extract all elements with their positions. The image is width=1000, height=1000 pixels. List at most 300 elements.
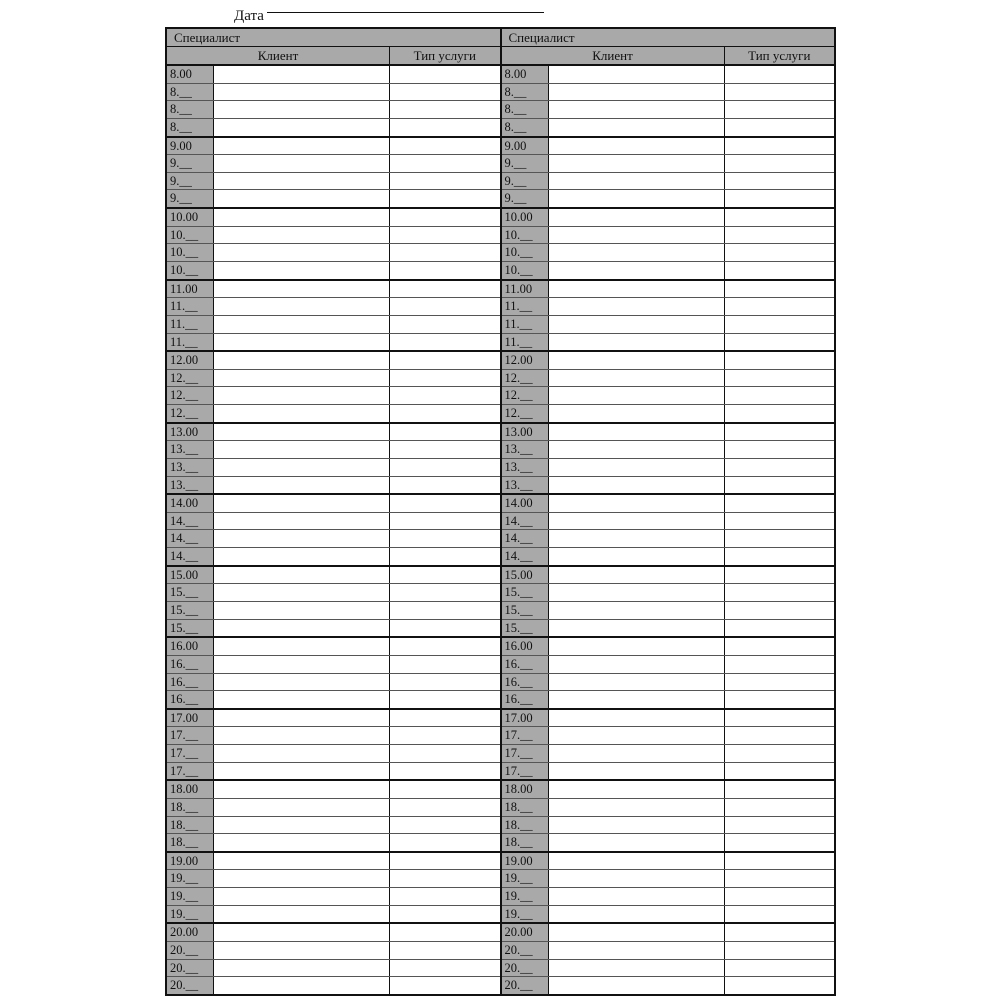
time-cell: 13.__ <box>502 459 549 476</box>
service-type-cell[interactable] <box>390 727 500 744</box>
time-cell: 20.__ <box>502 942 549 959</box>
client-cell[interactable] <box>549 262 725 279</box>
service-type-cell[interactable] <box>725 924 835 941</box>
service-type-cell[interactable] <box>390 674 500 691</box>
service-type-cell[interactable] <box>725 960 835 977</box>
table-row <box>167 942 500 960</box>
service-type-cell[interactable] <box>390 710 500 727</box>
service-type-cell[interactable] <box>390 620 500 637</box>
client-cell[interactable] <box>214 853 390 870</box>
client-cell[interactable] <box>214 530 390 547</box>
service-type-cell[interactable] <box>390 834 500 851</box>
client-cell[interactable] <box>549 781 725 798</box>
service-type-cell[interactable] <box>390 853 500 870</box>
client-cell[interactable] <box>214 656 390 673</box>
service-type-cell[interactable] <box>390 387 500 404</box>
service-type-cell[interactable] <box>725 567 835 584</box>
service-type-cell[interactable] <box>725 834 835 851</box>
service-type-cell[interactable] <box>725 727 835 744</box>
client-cell[interactable] <box>549 924 725 941</box>
client-cell[interactable] <box>549 298 725 315</box>
client-cell[interactable] <box>549 834 725 851</box>
service-type-cell[interactable] <box>725 262 835 279</box>
time-cell: 20.00 <box>167 924 214 941</box>
client-cell[interactable] <box>214 727 390 744</box>
table-row <box>167 262 500 279</box>
client-cell[interactable] <box>214 781 390 798</box>
hour-block <box>502 567 835 639</box>
service-type-cell[interactable] <box>725 209 835 226</box>
client-cell[interactable] <box>549 281 725 298</box>
service-type-cell[interactable] <box>390 799 500 816</box>
service-type-cell[interactable] <box>725 138 835 155</box>
time-cell: 16.__ <box>502 691 549 708</box>
service-type-cell[interactable] <box>725 977 835 994</box>
service-type-cell[interactable] <box>725 441 835 458</box>
time-cell: 8.00 <box>502 66 549 83</box>
client-cell[interactable] <box>549 906 725 923</box>
service-type-cell[interactable] <box>725 477 835 494</box>
client-cell[interactable] <box>214 977 390 994</box>
client-cell[interactable] <box>214 960 390 977</box>
time-cell: 10.__ <box>502 262 549 279</box>
service-type-cell[interactable] <box>390 298 500 315</box>
client-cell[interactable] <box>214 262 390 279</box>
time-cell: 11.00 <box>502 281 549 298</box>
client-cell[interactable] <box>549 84 725 101</box>
client-cell[interactable] <box>549 316 725 333</box>
client-cell[interactable] <box>549 638 725 655</box>
service-type-cell[interactable] <box>390 691 500 708</box>
service-type-cell[interactable] <box>725 942 835 959</box>
client-cell[interactable] <box>214 190 390 207</box>
time-cell: 20.00 <box>502 924 549 941</box>
time-cell: 9.00 <box>167 138 214 155</box>
service-type-cell[interactable] <box>725 405 835 422</box>
table-row <box>167 691 500 708</box>
table-row <box>502 691 835 708</box>
service-type-cell[interactable] <box>390 548 500 565</box>
client-cell[interactable] <box>549 209 725 226</box>
client-cell[interactable] <box>214 244 390 261</box>
table-row <box>502 906 835 923</box>
client-cell[interactable] <box>214 548 390 565</box>
client-cell[interactable] <box>214 567 390 584</box>
service-type-cell[interactable] <box>390 441 500 458</box>
service-type-cell[interactable] <box>725 424 835 441</box>
table-row <box>502 424 835 442</box>
table-row <box>502 548 835 565</box>
table-row <box>167 799 500 817</box>
time-cell: 11.00 <box>167 281 214 298</box>
client-cell[interactable] <box>549 960 725 977</box>
client-cell[interactable] <box>549 173 725 190</box>
service-type-cell[interactable] <box>390 66 500 83</box>
client-cell[interactable] <box>549 119 725 136</box>
service-type-cell[interactable] <box>390 763 500 780</box>
service-type-cell[interactable] <box>725 84 835 101</box>
service-type-cell[interactable] <box>390 977 500 994</box>
client-cell[interactable] <box>549 674 725 691</box>
client-cell[interactable] <box>214 799 390 816</box>
table-row <box>502 173 835 191</box>
time-cell: 19.__ <box>167 870 214 887</box>
client-cell[interactable] <box>214 209 390 226</box>
client-cell[interactable] <box>214 424 390 441</box>
service-type-cell[interactable] <box>390 513 500 530</box>
service-type-cell[interactable] <box>390 370 500 387</box>
table-row <box>502 495 835 513</box>
table-row <box>502 459 835 477</box>
time-cell: 12.__ <box>167 387 214 404</box>
service-type-cell[interactable] <box>725 763 835 780</box>
client-cell[interactable] <box>214 745 390 762</box>
client-cell[interactable] <box>214 101 390 118</box>
client-cell[interactable] <box>214 316 390 333</box>
service-type-cell[interactable] <box>725 316 835 333</box>
service-type-cell[interactable] <box>725 817 835 834</box>
service-type-cell[interactable] <box>390 870 500 887</box>
service-type-cell[interactable] <box>390 84 500 101</box>
service-type-cell[interactable] <box>390 924 500 941</box>
client-cell[interactable] <box>214 227 390 244</box>
time-cell: 20.__ <box>167 942 214 959</box>
client-cell[interactable] <box>549 656 725 673</box>
client-cell[interactable] <box>214 352 390 369</box>
date-blank-line[interactable] <box>267 12 544 13</box>
service-type-cell[interactable] <box>725 495 835 512</box>
table-row <box>167 424 500 442</box>
service-type-cell[interactable] <box>725 227 835 244</box>
service-type-cell[interactable] <box>725 691 835 708</box>
service-type-cell[interactable] <box>390 173 500 190</box>
service-type-cell[interactable] <box>390 960 500 977</box>
service-type-cell[interactable] <box>725 190 835 207</box>
client-cell[interactable] <box>549 477 725 494</box>
time-cell: 17.__ <box>502 727 549 744</box>
service-type-cell[interactable] <box>390 155 500 172</box>
service-type-cell[interactable] <box>390 781 500 798</box>
time-cell: 16.__ <box>167 691 214 708</box>
hour-block <box>167 352 500 424</box>
client-cell[interactable] <box>214 495 390 512</box>
service-type-cell[interactable] <box>725 602 835 619</box>
time-cell: 10.__ <box>502 227 549 244</box>
table-row <box>167 620 500 637</box>
time-cell: 10.__ <box>502 244 549 261</box>
time-cell: 12.__ <box>502 405 549 422</box>
service-type-cell[interactable] <box>390 262 500 279</box>
client-cell[interactable] <box>549 405 725 422</box>
time-cell: 8.__ <box>502 119 549 136</box>
service-type-cell[interactable] <box>725 334 835 351</box>
table-row <box>167 977 500 994</box>
client-cell[interactable] <box>214 638 390 655</box>
service-type-cell[interactable] <box>390 567 500 584</box>
service-type-cell[interactable] <box>725 710 835 727</box>
hour-block <box>502 924 835 994</box>
client-cell[interactable] <box>214 710 390 727</box>
service-type-cell[interactable] <box>725 352 835 369</box>
client-cell[interactable] <box>214 138 390 155</box>
service-type-cell[interactable] <box>390 745 500 762</box>
table-row <box>502 66 835 84</box>
time-cell: 18.__ <box>167 799 214 816</box>
client-cell[interactable] <box>214 906 390 923</box>
client-cell[interactable] <box>549 244 725 261</box>
client-cell[interactable] <box>214 298 390 315</box>
client-cell[interactable] <box>214 441 390 458</box>
table-row <box>502 84 835 102</box>
client-cell[interactable] <box>549 227 725 244</box>
time-cell: 15.__ <box>167 584 214 601</box>
service-type-cell[interactable] <box>390 477 500 494</box>
table-row <box>502 584 835 602</box>
service-type-column-header: Тип услуги <box>748 48 811 63</box>
service-type-cell[interactable] <box>725 155 835 172</box>
client-cell[interactable] <box>214 405 390 422</box>
service-type-cell[interactable] <box>390 352 500 369</box>
time-cell: 13.__ <box>167 477 214 494</box>
time-cell: 11.__ <box>167 298 214 315</box>
service-type-cell[interactable] <box>390 405 500 422</box>
client-cell[interactable] <box>549 352 725 369</box>
client-cell[interactable] <box>549 459 725 476</box>
client-cell[interactable] <box>549 763 725 780</box>
time-cell: 17.__ <box>167 727 214 744</box>
schedule-panel-right <box>500 29 835 994</box>
client-cell[interactable] <box>549 530 725 547</box>
service-type-cell[interactable] <box>725 853 835 870</box>
client-cell[interactable] <box>214 281 390 298</box>
client-cell[interactable] <box>549 387 725 404</box>
time-cell: 14.__ <box>502 530 549 547</box>
service-type-cell[interactable] <box>390 119 500 136</box>
service-type-cell[interactable] <box>725 459 835 476</box>
table-row <box>502 853 835 871</box>
client-cell[interactable] <box>214 924 390 941</box>
time-cell: 18.__ <box>502 817 549 834</box>
service-type-cell[interactable] <box>390 638 500 655</box>
client-cell[interactable] <box>214 459 390 476</box>
client-cell[interactable] <box>549 495 725 512</box>
table-row <box>167 281 500 299</box>
time-cell: 16.__ <box>167 656 214 673</box>
hour-block <box>167 66 500 138</box>
service-type-cell[interactable] <box>725 870 835 887</box>
table-row <box>167 298 500 316</box>
table-row <box>167 548 500 565</box>
client-cell[interactable] <box>549 441 725 458</box>
client-cell[interactable] <box>214 370 390 387</box>
client-cell[interactable] <box>549 602 725 619</box>
service-type-cell[interactable] <box>390 101 500 118</box>
service-type-cell[interactable] <box>390 656 500 673</box>
client-cell[interactable] <box>549 567 725 584</box>
service-type-cell[interactable] <box>390 244 500 261</box>
table-row <box>167 674 500 692</box>
table-row <box>167 227 500 245</box>
service-type-cell[interactable] <box>390 888 500 905</box>
client-column-header: Клиент <box>167 47 390 64</box>
service-type-cell[interactable] <box>725 745 835 762</box>
service-type-cell[interactable] <box>390 281 500 298</box>
table-row <box>167 209 500 227</box>
service-type-cell[interactable] <box>390 495 500 512</box>
hour-block <box>167 138 500 210</box>
client-cell[interactable] <box>214 942 390 959</box>
time-cell: 14.__ <box>167 548 214 565</box>
table-row <box>502 316 835 334</box>
service-type-cell[interactable] <box>390 817 500 834</box>
client-cell[interactable] <box>214 870 390 887</box>
service-type-cell[interactable] <box>725 530 835 547</box>
client-cell[interactable] <box>214 334 390 351</box>
service-type-cell[interactable] <box>390 190 500 207</box>
service-type-cell[interactable] <box>725 387 835 404</box>
client-cell[interactable] <box>549 101 725 118</box>
client-cell[interactable] <box>549 727 725 744</box>
service-type-cell[interactable] <box>725 370 835 387</box>
table-row <box>167 727 500 745</box>
service-type-cell[interactable] <box>725 781 835 798</box>
service-type-cell[interactable] <box>390 227 500 244</box>
service-type-cell[interactable] <box>725 799 835 816</box>
hour-block <box>502 209 835 281</box>
table-row <box>502 870 835 888</box>
service-type-cell[interactable] <box>725 66 835 83</box>
client-cell[interactable] <box>549 691 725 708</box>
table-row <box>167 924 500 942</box>
service-type-cell[interactable] <box>725 906 835 923</box>
service-type-cell[interactable] <box>390 602 500 619</box>
service-type-cell[interactable] <box>390 459 500 476</box>
client-cell[interactable] <box>214 477 390 494</box>
client-cell[interactable] <box>549 870 725 887</box>
service-type-cell[interactable] <box>725 244 835 261</box>
service-type-cell[interactable] <box>725 656 835 673</box>
service-type-cell[interactable] <box>725 298 835 315</box>
client-cell[interactable] <box>549 620 725 637</box>
client-cell[interactable] <box>549 745 725 762</box>
time-cell: 13.__ <box>502 477 549 494</box>
client-cell[interactable] <box>214 119 390 136</box>
client-cell[interactable] <box>549 888 725 905</box>
table-row <box>167 352 500 370</box>
table-row <box>167 477 500 494</box>
client-cell[interactable] <box>549 799 725 816</box>
time-cell: 18.00 <box>502 781 549 798</box>
time-cell: 17.__ <box>167 745 214 762</box>
service-type-cell[interactable] <box>725 620 835 637</box>
client-cell[interactable] <box>549 710 725 727</box>
hour-block <box>502 424 835 496</box>
time-cell: 18.__ <box>167 834 214 851</box>
service-type-cell[interactable] <box>725 584 835 601</box>
service-type-cell[interactable] <box>390 138 500 155</box>
client-cell[interactable] <box>214 84 390 101</box>
time-cell: 8.00 <box>167 66 214 83</box>
client-cell[interactable] <box>214 173 390 190</box>
service-type-cell[interactable] <box>725 638 835 655</box>
time-cell: 16.__ <box>502 674 549 691</box>
client-cell[interactable] <box>549 977 725 994</box>
time-cell: 19.__ <box>167 906 214 923</box>
service-type-cell[interactable] <box>725 101 835 118</box>
time-cell: 17.__ <box>502 763 549 780</box>
client-cell[interactable] <box>549 424 725 441</box>
client-cell[interactable] <box>214 763 390 780</box>
service-type-cell[interactable] <box>390 584 500 601</box>
table-row <box>167 441 500 459</box>
service-type-cell[interactable] <box>390 209 500 226</box>
client-cell[interactable] <box>549 942 725 959</box>
table-row <box>502 119 835 136</box>
client-cell[interactable] <box>549 190 725 207</box>
table-row <box>167 567 500 585</box>
service-type-cell[interactable] <box>390 942 500 959</box>
client-cell[interactable] <box>214 817 390 834</box>
client-cell[interactable] <box>214 584 390 601</box>
client-cell[interactable] <box>214 674 390 691</box>
client-cell[interactable] <box>214 620 390 637</box>
client-cell[interactable] <box>214 691 390 708</box>
client-cell[interactable] <box>214 834 390 851</box>
service-type-cell[interactable] <box>390 334 500 351</box>
client-cell[interactable] <box>549 584 725 601</box>
client-cell[interactable] <box>549 548 725 565</box>
hour-block <box>167 924 500 994</box>
client-cell[interactable] <box>549 513 725 530</box>
time-cell: 19.__ <box>502 888 549 905</box>
service-type-cell[interactable] <box>390 530 500 547</box>
time-cell: 8.__ <box>167 84 214 101</box>
time-cell: 15.__ <box>502 620 549 637</box>
service-type-cell[interactable] <box>725 173 835 190</box>
service-type-cell[interactable] <box>390 424 500 441</box>
client-cell[interactable] <box>549 66 725 83</box>
client-cell[interactable] <box>214 888 390 905</box>
client-cell[interactable] <box>549 370 725 387</box>
hour-block <box>167 781 500 853</box>
service-type-cell[interactable] <box>725 119 835 136</box>
table-row <box>167 745 500 763</box>
table-row <box>167 763 500 780</box>
service-type-cell[interactable] <box>725 513 835 530</box>
client-cell[interactable] <box>549 334 725 351</box>
service-type-cell[interactable] <box>725 674 835 691</box>
table-row <box>167 84 500 102</box>
client-cell[interactable] <box>214 602 390 619</box>
client-cell[interactable] <box>549 817 725 834</box>
time-rows <box>167 66 500 994</box>
client-cell[interactable] <box>214 66 390 83</box>
hour-block <box>502 138 835 210</box>
service-type-cell[interactable] <box>390 906 500 923</box>
client-cell[interactable] <box>214 387 390 404</box>
client-cell[interactable] <box>214 513 390 530</box>
client-cell[interactable] <box>214 155 390 172</box>
service-type-cell[interactable] <box>725 888 835 905</box>
table-row <box>502 567 835 585</box>
client-cell[interactable] <box>549 853 725 870</box>
service-type-cell[interactable] <box>390 316 500 333</box>
service-type-cell[interactable] <box>725 281 835 298</box>
service-type-cell[interactable] <box>725 548 835 565</box>
hour-block <box>502 495 835 567</box>
client-cell[interactable] <box>549 155 725 172</box>
client-cell[interactable] <box>549 138 725 155</box>
